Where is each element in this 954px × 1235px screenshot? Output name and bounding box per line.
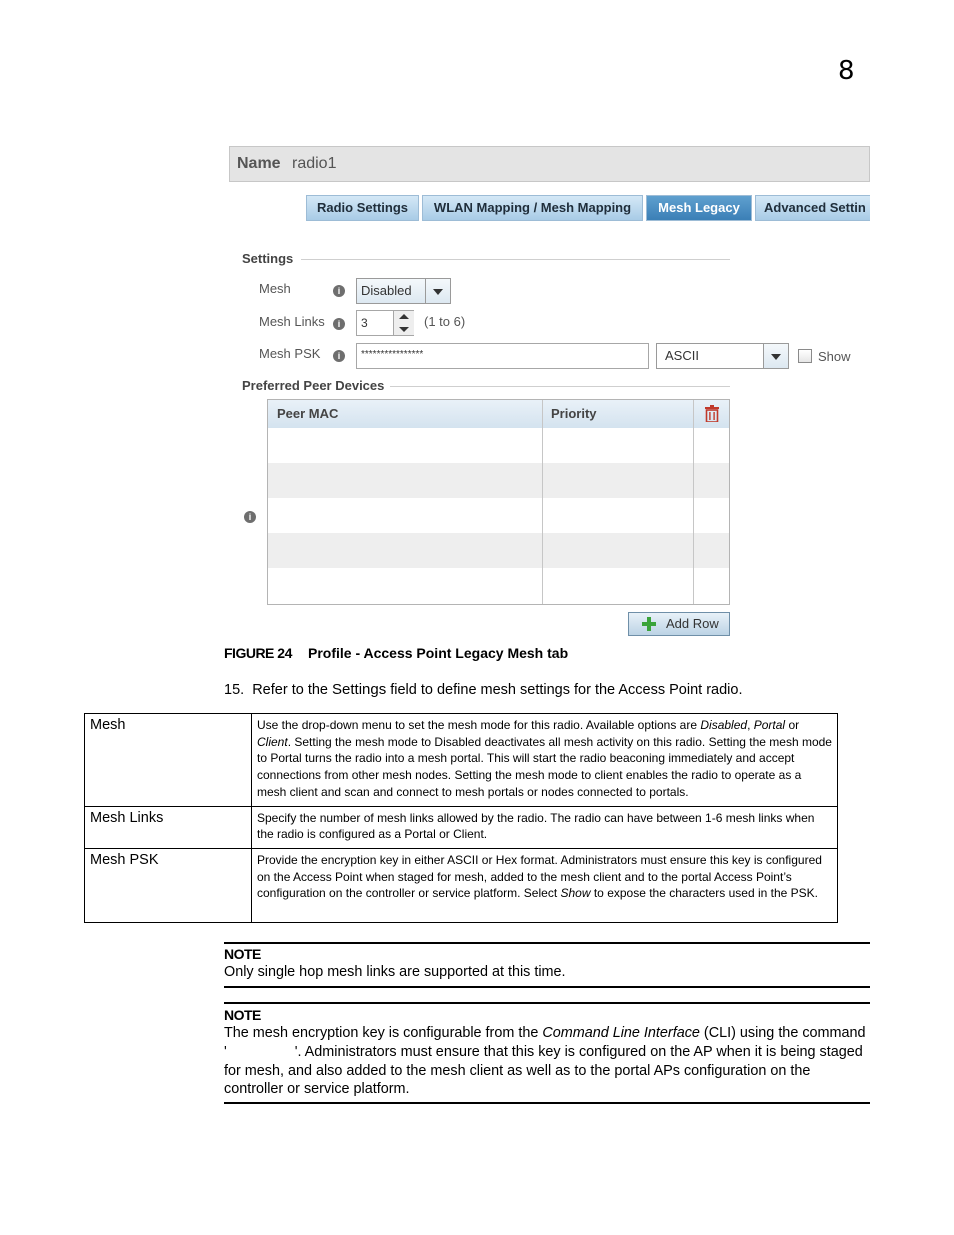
note-bottom-rule	[224, 1102, 870, 1104]
field-name: Mesh	[85, 714, 252, 807]
figure-caption: Profile - Access Point Legacy Mesh tab	[308, 645, 569, 661]
text-segment: or	[785, 718, 800, 732]
field-name: Mesh PSK	[85, 848, 252, 922]
tab-mesh-legacy[interactable]: Mesh Legacy	[646, 195, 752, 221]
chapter-number: 8	[838, 56, 855, 86]
psk-format-value: ASCII	[665, 348, 699, 363]
text-segment: Disabled	[700, 718, 748, 732]
note-top-rule	[224, 1002, 870, 1004]
info-icon: i	[333, 285, 345, 297]
show-label: Show	[818, 349, 851, 364]
settings-divider	[301, 259, 730, 260]
text-segment: Use the drop-down menu to set the mesh mode for this radio. Available options are	[257, 718, 701, 732]
table-row[interactable]	[268, 498, 729, 533]
field-name: Mesh Links	[85, 806, 252, 848]
add-row-button[interactable]	[628, 612, 730, 636]
field-description	[252, 806, 838, 848]
name-value: radio1	[292, 155, 337, 172]
step-prefix: 15. Refer to the	[224, 682, 333, 698]
table-row[interactable]	[268, 568, 729, 604]
text-segment: Provide the encryption key in either ASCII or Hex format. Administrators must ensure this key is configured on the Access Point when staged for mesh, added to the mesh client and to the portal Access Point’s configuration on the controller or service platform. Select	[257, 852, 822, 901]
stepper-down-icon[interactable]	[393, 323, 414, 335]
note-text	[224, 1024, 870, 1099]
column-divider	[542, 400, 543, 604]
mesh-links-stepper[interactable]	[356, 310, 414, 336]
text-segment: The mesh encryption key is configurable from the	[224, 1025, 543, 1041]
mesh-mode-select[interactable]	[356, 278, 451, 304]
note-text	[224, 963, 870, 982]
field-description-table	[84, 713, 838, 923]
peer-devices-grid	[267, 399, 730, 605]
name-bar	[229, 146, 870, 182]
table-row	[85, 714, 838, 807]
mesh-psk-input[interactable]	[356, 343, 649, 369]
column-header-peer-mac: Peer MAC	[277, 406, 339, 421]
text-segment: Command Line Interface	[542, 1025, 700, 1041]
table-row[interactable]	[268, 463, 729, 498]
mesh-psk-label: Mesh PSK	[259, 346, 321, 361]
mesh-links-range: (1 to 6)	[424, 314, 466, 329]
settings-section-title: Settings	[242, 251, 294, 266]
text-segment: ,	[747, 718, 754, 732]
table-row[interactable]	[268, 533, 729, 568]
text-segment: Portal	[753, 718, 786, 732]
text-segment: Client	[257, 734, 288, 749]
plus-icon	[642, 617, 656, 631]
grid-header	[268, 400, 729, 429]
info-icon: i	[333, 318, 345, 330]
mesh-links-value: 3	[361, 316, 368, 330]
mesh-label: Mesh	[259, 281, 291, 296]
peer-divider	[390, 386, 730, 387]
chevron-down-icon	[425, 279, 450, 303]
name-label: Name	[237, 155, 281, 172]
text-segment: . Setting the mesh mode to Disabled deactivates all mesh activity on this radio. Setting the mesh mode to Portal turns the radio into a mesh portal. This will start the radio beaconing immediately and accept connections from other mesh nodes. Setting the mesh mode to client enables the radio to operate as a mesh client and scan and connect to mesh portals or nodes connected to portals.	[257, 734, 832, 799]
column-divider	[693, 400, 694, 604]
psk-format-select[interactable]	[656, 343, 789, 369]
info-icon: i	[244, 511, 256, 523]
field-description	[252, 714, 838, 807]
tab-wlan-mapping[interactable]: WLAN Mapping / Mesh Mapping	[422, 195, 643, 221]
step-keyword: Settings	[332, 681, 387, 698]
mesh-mode-value: Disabled	[361, 283, 412, 298]
column-header-priority: Priority	[551, 406, 597, 421]
trash-icon[interactable]	[705, 405, 719, 422]
text-segment: Show	[560, 886, 591, 901]
show-checkbox[interactable]	[798, 349, 812, 363]
table-row	[85, 806, 838, 848]
note-heading: NOTE	[224, 1007, 261, 1023]
add-row-label: Add Row	[666, 616, 719, 631]
chevron-down-icon	[763, 344, 788, 368]
tab-radio-settings[interactable]: Radio Settings	[306, 195, 419, 221]
text-segment: Only single hop mesh links are supported at this time.	[224, 964, 566, 980]
field-description	[252, 848, 838, 922]
mesh-psk-value: ****************	[361, 349, 424, 360]
note-heading: NOTE	[224, 946, 261, 962]
text-segment: (CLI) using the command ' '. Administrators must ensure that this key is configured on the AP when it is being staged for mesh, and also added to the mesh client as well as to the portal APs configuration on the controller or service platform.	[224, 1025, 870, 1098]
table-row	[85, 848, 838, 922]
figure-screenshot	[229, 146, 870, 640]
step-suffix: field to define mesh settings for the Access Point radio.	[386, 682, 743, 698]
info-icon: i	[333, 350, 345, 362]
text-segment: to expose the characters used in the PSK.	[590, 886, 818, 901]
figure-number: FIGURE 24	[224, 645, 292, 661]
tab-advanced-settings[interactable]: Advanced Settin	[755, 195, 870, 221]
note-top-rule	[224, 942, 870, 944]
table-row[interactable]	[268, 428, 729, 463]
peer-section-title: Preferred Peer Devices	[242, 378, 385, 393]
step-text	[224, 681, 742, 698]
note-bottom-rule	[224, 986, 870, 988]
text-segment: Specify the number of mesh links allowed by the radio. The radio can have between 1-6 mesh links when the radio is configured as a Portal or Client.	[257, 810, 815, 842]
mesh-links-label: Mesh Links	[259, 314, 325, 329]
